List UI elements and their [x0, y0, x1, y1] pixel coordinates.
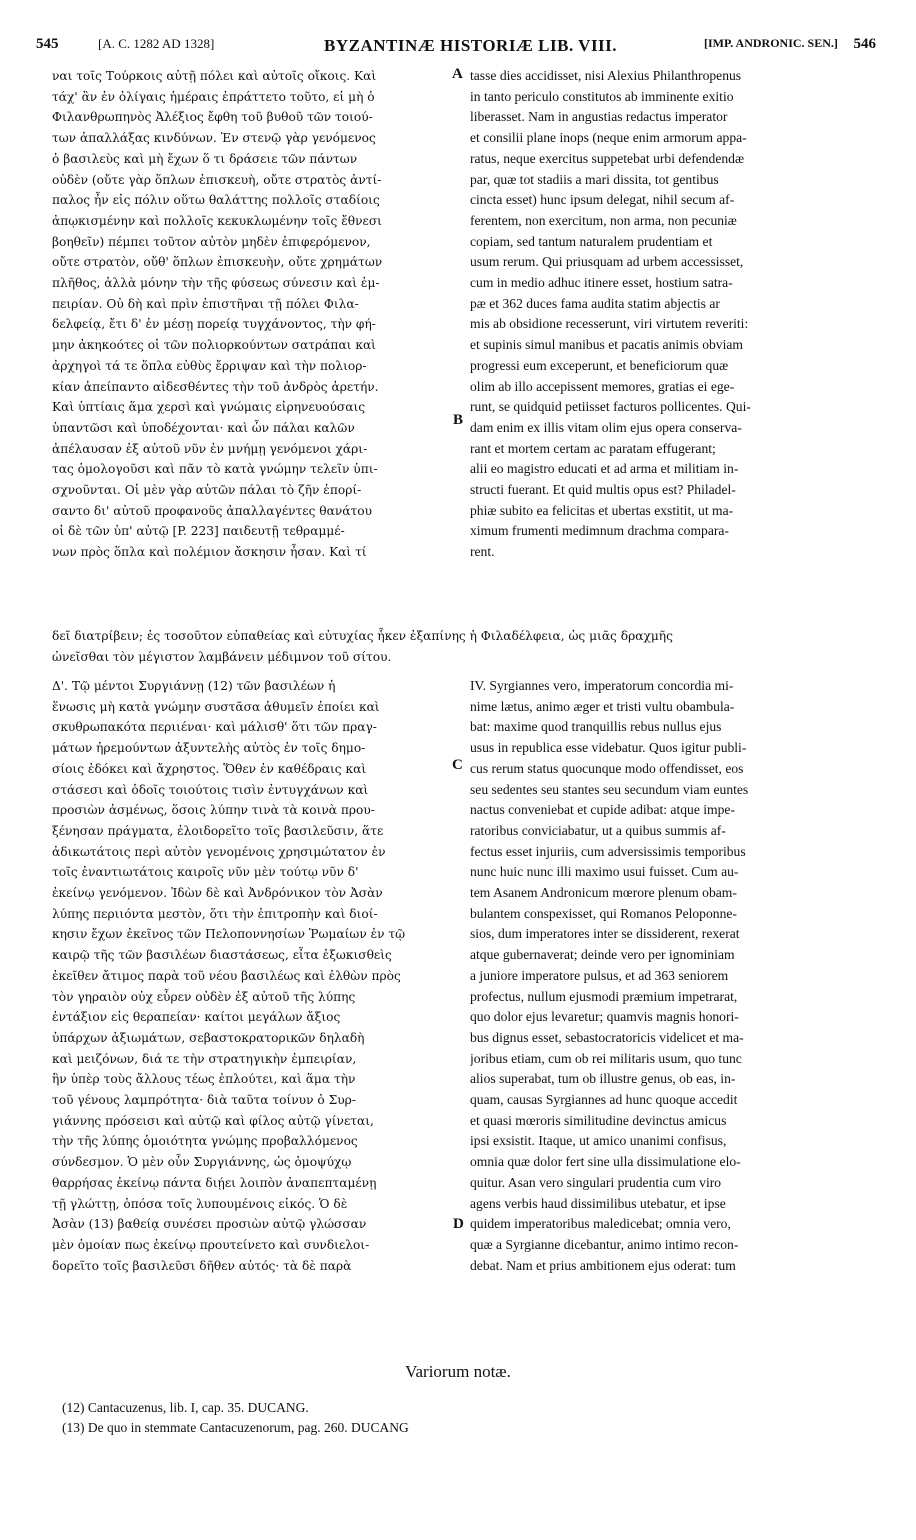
text-line: θαρρήσας ἐκείνῳ πάντα διῄει λοιπὸν ἀναπεπταμένῃ [52, 1175, 377, 1190]
page-number-left: 545 [36, 36, 59, 52]
text-line: βοηθεῖν) πέμπει τοῦτον αὐτὸν μηδὲν ἐπιφερόμενον, [52, 234, 371, 249]
text-line: τοῦ γένους λαμπρότητα· διὰ ταῦτα τοίνυν ὁ Συρ- [52, 1093, 356, 1108]
text-line: tem Asanem Andronicum mœrore plenum obam- [470, 885, 737, 901]
text-line: σκυθρωπακότα περιιέναι· καὶ μάλισθ' ὅτι τῶν πραγ- [52, 720, 377, 735]
footnotes [62, 1398, 409, 1438]
text-line: copiam, sed tantum naturalem prudentiam et [470, 233, 713, 249]
text-line: Ἀσὰν (13) βαθείᾳ συνέσει προσιὼν αὐτῷ γλώσσαν [52, 1217, 367, 1232]
text-line: tasse dies accidisset, nisi Alexius Philanthropenus [470, 68, 742, 83]
text-line: δελφείᾳ, ἔτι δ' ἐν μέσῃ πορείᾳ τυγχάνοντος, τὴν φή- [52, 317, 376, 332]
text-line: ipsi exsistit. Itaque, ut amico unanimi confisus, [470, 1133, 727, 1149]
text-line: ξένησαν πράγματα, ἐλοιδορεῖτο τοῖς βασιλεῦσιν, ἅτε [52, 823, 384, 838]
text-line: IV. Syrgiannes vero, imperatorum concordia mi- [470, 678, 734, 693]
latin-column-2 [470, 676, 880, 1276]
text-line: usus in republica esse videbatur. Quos igitur publi- [470, 740, 747, 756]
text-line: ratoribus conviciabatur, ut a quibus summis af- [470, 822, 726, 838]
text-line: σίοις ἐδόκει καὶ ἄχρηστος. Ὅθεν ἐν καθέδραις καὶ [52, 761, 367, 776]
text-line: τάχ' ἂν ἐν ὀλίγαις ἡμέραις ἐπράττετο τοῦτο, εἰ μὴ ὁ [52, 89, 375, 104]
text-line: phiæ subito ea felicitas et ubertas exstitit, ut ma- [470, 502, 734, 518]
latin-text-block-2 [470, 676, 880, 1276]
text-line: structi fuerant. Et quid multis opus est? Philadel- [470, 482, 736, 498]
text-line: λύπης περιιόντα μεστὸν, ὅτι τὴν ἐπιτροπὴν καὶ διοί- [52, 906, 378, 921]
greek-full-line: δεῖ διατρίβειν; ἐς τοσοῦτον εὐπαθείας καὶ εὐτυχίας ἧκεν ἐξαπίνης ἡ Φιλαδέλφεια, ὡς μιᾶς δραχμῆς [52, 629, 673, 643]
text-line: cus rerum status quocunque modo offendisset, eos [470, 760, 744, 776]
greek-full-line: ὠνεῖσθαι τὸν μέγιστον λαμβάνειν μέδιμνον τοῦ σίτου. [52, 649, 392, 664]
latin-text-block-1 [470, 66, 880, 563]
text-line: ναι τοῖς Τούρκοις αὐτῇ πόλει καὶ αὐτοῖς οἴκοις. Καὶ [52, 69, 377, 83]
text-line: rent. [470, 544, 495, 560]
text-line: καὶ μειζόνων, διά τε τὴν στρατηγικὴν ἐμπειρίαν, [52, 1051, 357, 1066]
text-line: στάσεσι καὶ ὁδοῖς τοιούτοις τισὶν ἐντυγχάνων καὶ [52, 782, 369, 797]
text-line: πειρίαν. Οὐ δὴ καὶ πρὶν ἐπιστῆναι τῇ πόλει Φιλα- [52, 296, 359, 311]
text-line: σχνοῦνται. Οἱ μὲν γὰρ αὐτῶν πάλαι τὸ ζῆν ἐπορί- [52, 483, 362, 498]
text-line: agens verbis haud dissimilibus utebatur, et ipse [470, 1195, 726, 1211]
text-line: τὴν τῆς λύπης ὁμοιότητα γνώμης προβαλλόμενος [52, 1134, 358, 1149]
text-line: οὐδὲν (οὔτε γὰρ ὅπλων ἐπισκευὴ, οὔτε στρατὸς ἀντί- [52, 172, 382, 187]
text-line: sios, dum imperatores inter se dissiderent, rexerat [470, 926, 740, 942]
text-line: ἀπέλαυσαν ἐξ αὐτοῦ νῦν ἐν μνήμῃ γενόμενοι χάρι- [52, 441, 368, 456]
margin-marker-c: C [452, 757, 463, 773]
text-line: quæ a Syrgianne dicebantur, animo intimo recon- [470, 1236, 739, 1252]
text-line: προσιὼν ἀσμένως, ὅσοις λύπην τινὰ τὰ κοινὰ πρου- [52, 803, 375, 818]
greek-full-width-lines [52, 626, 880, 667]
text-line: cincta esset) hunc ipsum delegat, nihil secum af- [470, 192, 735, 208]
text-line: et quasi mœroris similitudine devinctus amicus [470, 1112, 727, 1128]
text-line: atque gubernaverat; deinde vero per ignominiam [470, 947, 735, 963]
text-line: omnia quæ dolor fert sine ulla dissimulatione elo- [470, 1154, 741, 1170]
text-line: Καὶ ὑπτίαις ἅμα χερσὶ καὶ γνώμαις εἰρηνευούσαις [52, 400, 366, 415]
text-line: ἀδικωτάτοις περὶ αὐτὸν γενομένοις χρησιμώτατον ἐν [52, 844, 386, 859]
margin-marker-d: D [453, 1216, 464, 1232]
text-line: καιρῷ τῆς τῶν βασιλέων διαστάσεως, εἶτα ἐξωκισθεὶς [52, 948, 392, 963]
text-line: nime lætus, animo æger et tristi vultu obambula- [470, 698, 735, 714]
text-line: τας ὁμολογοῦσι καὶ πᾶν τὸ κατὰ γνώμην τελεῖν ὑπι- [52, 462, 378, 477]
text-line: ximum frumenti medimnum drachma compara- [470, 523, 729, 539]
text-line: usum rerum. Qui priusquam ad urbem accessisset, [470, 254, 744, 270]
greek-text-block-2 [52, 676, 456, 1276]
text-line: par, quæ tot stadiis a mari dissita, tot gentibus [470, 171, 719, 187]
text-line: ἐκείνῳ γενόμενον. Ἰδὼν δὲ καὶ Ἀνδρόνικον τὸν Ἀσὰν [52, 886, 383, 901]
text-line: mis ab obsidione recesserunt, viri virtutem reveriti: [470, 316, 749, 332]
text-line: ἐντάξιον εἰς θεραπείαν· καίτοι μεγάλων ἄξιος [52, 1010, 341, 1025]
text-line: μην ἀκηκοότες οἱ τῶν πολιορκούντων σατράπαι καὶ [52, 338, 376, 353]
text-line: rant et mortem certam ac paratam effugerant; [470, 440, 716, 456]
section-head: [IMP. ANDRONIC. SEN.] [704, 36, 838, 50]
text-line: liberasset. Nam in angustias redactus imperator [470, 109, 728, 125]
running-header [36, 36, 876, 58]
greek-text-block-1 [52, 66, 456, 563]
text-line: κίαν ἀπείπαντο αἰδεσθέντες τὴν τοῦ ἀνδρὸς ἀρετήν. [52, 379, 379, 394]
text-line: debat. Nam et prius ambitionem ejus oderat: tum [470, 1257, 736, 1273]
text-line: pæ et 362 duces fama audita statim abjectis ar [470, 295, 720, 311]
text-line: σύνδεσμον. Ὁ μὲν οὖν Συργιάννης, ὡς ὁμοψύχῳ [52, 1155, 352, 1170]
text-line: ὑπαντῶσι καὶ ὑποδέχονται· καὶ ὧν πάλαι καλῶν [52, 420, 355, 435]
text-line: τῇ γλώττῃ, ὁπόσα τοῖς λυπουμένοις εἰκός. Ὁ δὲ [52, 1196, 348, 1211]
latin-column [470, 66, 880, 563]
text-line: progressi eum exceperunt, et beneficiorum quæ [470, 357, 729, 373]
text-line: seu sedentes seu stantes seu secundum viam euntes [470, 781, 749, 797]
text-line: μὲν ὁμοίαν πως ἐκείνῳ προυτείνετο καὶ συνδιελοι- [52, 1237, 370, 1252]
text-line: quam, causas Syrgiannes ad hunc quoque accedit [470, 1092, 738, 1108]
text-line: οἱ δὲ τῶν ὑπ' αὐτῷ [P. 223] παιδευτῇ τεθραμμέ- [52, 524, 345, 539]
text-line: μάτων ἠρεμούντων ἀξυντελὴς αὐτὸς ἐν τοῖς δημο- [52, 741, 366, 756]
text-line: fectus esset injuriis, cum adversissimis temporibus [470, 843, 746, 859]
margin-marker-b: B [453, 412, 464, 428]
text-line: οὔτε στρατὸν, οὔθ' ὅπλων ἐπισκευὴν, οὔτε χρημάτων [52, 255, 383, 270]
text-line: σαντο δι' αὐτοῦ προφανοῦς ἀπαλλαγέντες θανάτου [52, 503, 372, 518]
text-line: quo dolor ejus levaretur; quamvis magnis honori- [470, 1009, 739, 1025]
text-line: ἀρχηγοὶ τά τε ὅπλα εὐθὺς ἔρριψαν καὶ τὴν πολιορ- [52, 358, 367, 373]
text-line: olim ab illo accepissent memores, gratias ei ege- [470, 378, 735, 394]
text-line: τοῖς ἐναντιωτάτοις καιροῖς νῦν μὲν τούτῳ νῦν δ' [52, 865, 359, 880]
text-line: πλῆθος, ἀλλὰ μόνην τὴν τῆς φύσεως σύνεσιν καὶ ἐμ- [52, 276, 380, 291]
text-line: cum in medio adhuc itinere esset, hostium satra- [470, 275, 733, 291]
text-line: et supinis simul manibus et pacatis animis obviam [470, 337, 743, 353]
text-line: νων πρὸς ὅπλα καὶ πολέμιον ἄσκησιν ἦσαν. Καὶ τί [52, 545, 367, 560]
text-line: ἀπῳκισμένην καὶ πολλοῖς κεκυκλωμένην τοῖς ἔθνεσι [52, 213, 382, 228]
text-line: a juniore imperatore pulsus, et ad 363 seniorem [470, 967, 729, 983]
text-line: παλος ἦν εἰς πόλιν οὕτω θαλάττης πολλοῖς σταδίοις [52, 193, 380, 208]
text-line: dam enim ex illis vitam olim ejus opera conserva- [470, 419, 742, 435]
text-line: δορεῖτο τοῖς βασιλεῦσι δῆθεν αὐτός· τὰ δὲ παρὰ [52, 1258, 352, 1273]
text-line: bat: maxime quod tranquillis rebus nullus ejus [470, 719, 722, 735]
text-line: Φιλανθρωπηνὸς Ἀλέξιος ἔφθη τοῦ βυθοῦ τῶν τοιού- [52, 110, 373, 125]
text-line: quitur. Asan vero singulari prudentia cum viro [470, 1174, 722, 1190]
text-line: in tanto periculo constitutos ab imminente exitio [470, 88, 734, 104]
date-range: [A. C. 1282 AD 1328] [98, 36, 215, 51]
margin-marker-a: A [452, 66, 463, 82]
text-line: quidem imperatoribus maledicebat; omnia vero, [470, 1216, 731, 1232]
text-line: ferentem, non exercitum, non arma, non pecuniæ [470, 212, 737, 228]
text-line: alii eo magistro educati et ad arma et militiam in- [470, 461, 739, 477]
running-title: BYZANTINÆ HISTORIÆ LIB. VIII. [324, 36, 618, 55]
text-line: joribus etiam, cum ob rei militaris usum, quo tunc [470, 1050, 742, 1066]
text-line: κησιν ἔχων ἐκεῖνος τῶν Πελοποννησίων Ῥωμαίων ἐν τῷ [52, 927, 406, 942]
text-line: et consilii plane inops (neque enim armorum appa- [470, 130, 747, 146]
text-line: ὁ βασιλεὺς καὶ μὴ ἔχων ὅ τι δράσειε τῶν πάντων [52, 151, 358, 166]
footnote: (13) De quo in stemmate Cantacuzenorum, pag. 260. DUCANG [62, 1420, 409, 1435]
text-line: τὸν γηραιὸν οὐχ εὗρεν οὐδὲν ἐξ αὐτοῦ τῆς λύπης [52, 989, 356, 1004]
text-line: ἐκεῖθεν ἄτιμος παρὰ τοῦ νέου βασιλέως καὶ ἐλθὼν πρὸς [52, 968, 401, 983]
text-line: bulantem conspexisset, qui Romanos Peloponne- [470, 905, 737, 921]
page-number-right: 546 [853, 36, 876, 52]
text-line: profectus, nullum ejusmodi præmium impetrarat, [470, 988, 738, 1004]
greek-column-2 [52, 676, 456, 1276]
text-line: runt, se quidquid petiisset facturos pollicentes. Qui- [470, 399, 751, 415]
text-line: nactus conveniebat et cupide adibat: atque impe- [470, 802, 735, 818]
text-line: ἕνωσις μὴ κατὰ γνώμην συστᾶσα ἀθυμεῖν ἐποίει καὶ [52, 699, 380, 714]
text-line: των ἀπαλλάξας κινδύνων. Ἐν στενῷ γὰρ γενόμενος [52, 131, 376, 146]
notes-heading: Variorum notæ. [405, 1362, 511, 1381]
text-line: Δ'. Τῷ μέντοι Συργιάννῃ (12) τῶν βασιλέων ἡ [52, 679, 336, 693]
text-line: bus dignus esset, sebastocratoricis videlicet et ma- [470, 1029, 744, 1045]
text-line: ratus, neque exercitus suppetebat urbi defendendæ [470, 150, 745, 166]
text-line: ὑπάρχων ἀξιωμάτων, σεβαστοκρατορικῶν δηλαδὴ [52, 1030, 365, 1045]
footnote: (12) Cantacuzenus, lib. I, cap. 35. DUCANG. [62, 1400, 309, 1415]
text-line: nunc huic nunc illi maximo usui fuisset. Cum au- [470, 864, 739, 880]
text-line: ἣν ὑπὲρ τοὺς ἄλλους τέως ἐπλούτει, καὶ ἅμα τὴν [52, 1072, 356, 1087]
text-line: γιάννης πρόσεισι καὶ αὐτῷ καὶ φίλος αὐτῷ γίνεται, [52, 1113, 374, 1128]
text-line: alios superabat, tum ob illustre genus, ob eas, in- [470, 1071, 736, 1087]
greek-column [52, 66, 456, 563]
